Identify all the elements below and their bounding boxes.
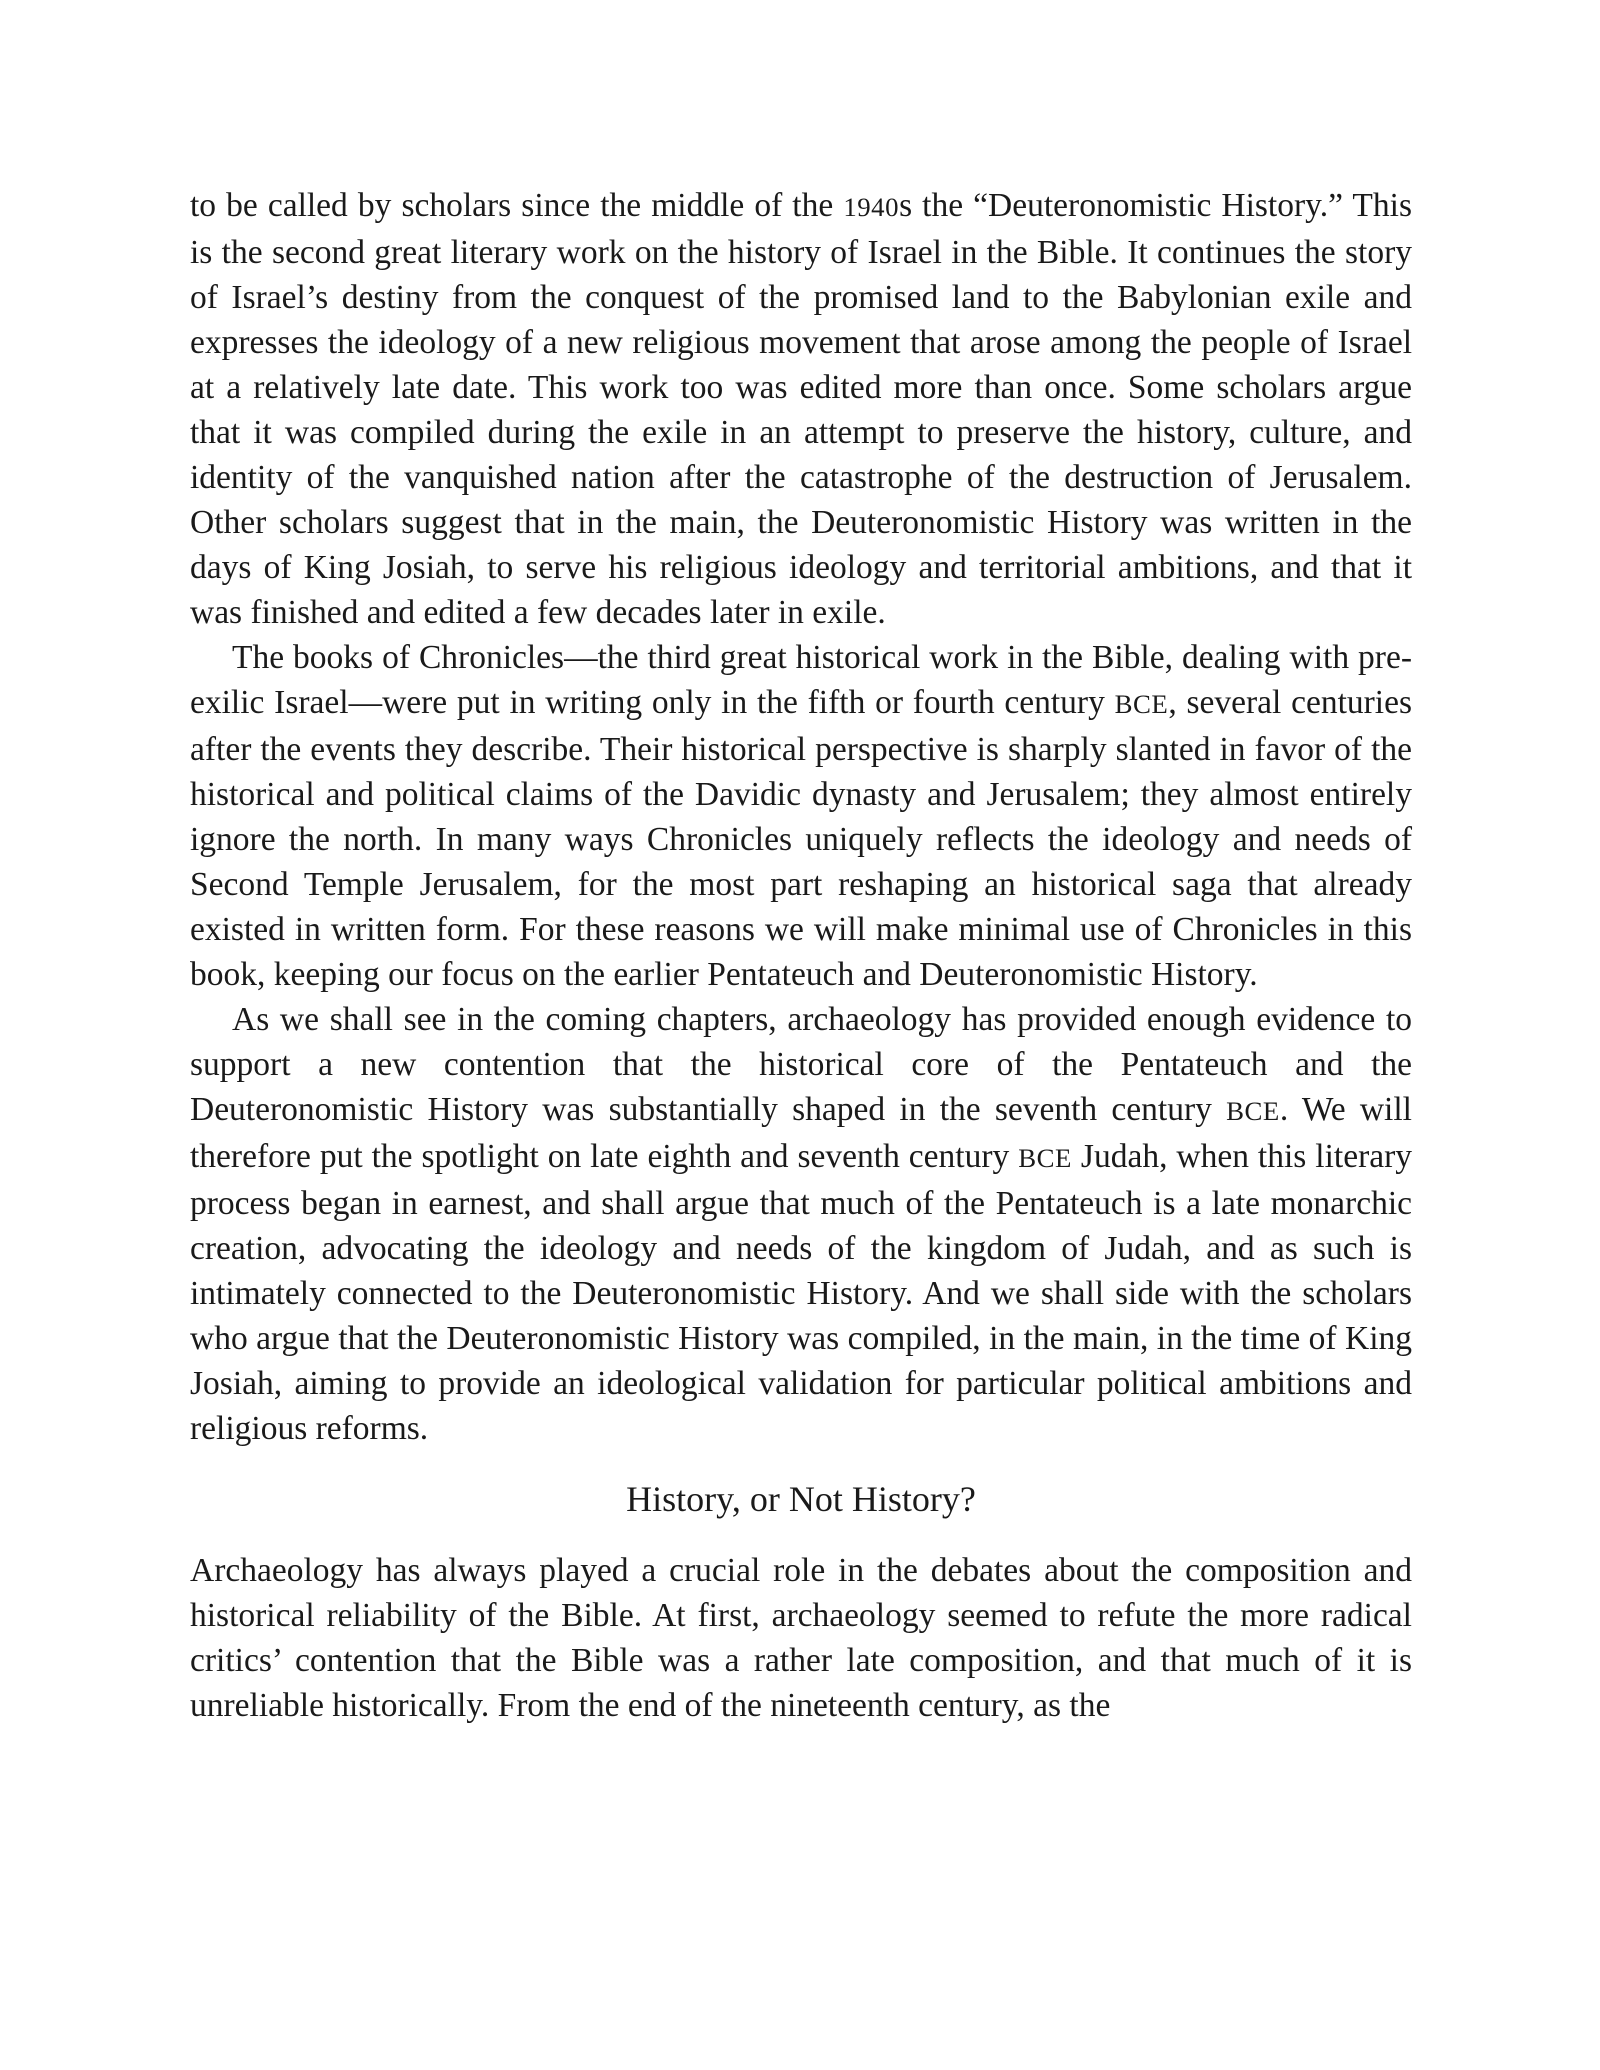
section-paragraph: Archaeology has always played a crucial role in the debates about the composition and historical reliability of the Bible. At first, archaeology seemed to refute the more radical critics’ contention that the Bible was a rather late composition, and that much of it is unreliable historically. From the end of the nineteenth century, as the xyxy=(190,1552,1412,1724)
paragraph-3-run-2: BCE xyxy=(1226,1096,1280,1126)
paragraph-2-run-2: BCE xyxy=(1114,689,1169,719)
paragraph-3-run-1: As we shall see in the coming chapters, archaeology has provided enough evidence to support a new contention that the historical core of the Pentateuch and the Deuteronomistic History was substantially shaped in the seventh century xyxy=(190,1001,1412,1128)
paragraph-2-run-3: , several centuries after the events they describe. Their historical perspective is sharply slanted in favor of the historical and political claims of the Davidic dynasty and Jerusalem; they almost entirely ignore the north. In many ways Chronicles uniquely reflects the ideology and needs of Second Temple Jerusalem, for the most part reshaping an historical saga that already existed in written form. For these reasons we will make minimal use of Chronicles in this book, keeping our focus on the earlier Pentateuch and Deuteronomistic History. xyxy=(190,684,1412,993)
paragraph-1-run-2: 1940 xyxy=(843,192,900,222)
page-body xyxy=(190,183,1412,1728)
paragraph-1-run-1: to be called by scholars since the middle of the xyxy=(190,187,844,224)
paragraph-2-run-1: The books of Chronicles—the third great historical work in the Bible, dealing with pre-exilic Israel—were put in writing only in the fifth or fourth century xyxy=(190,639,1412,721)
paragraph-3-run-5: Judah, when this literary process began in earnest, and shall argue that much of the Pentateuch is a late monarchic creation, advocating the ideology and needs of the kingdom of Judah, and as such is intimately connected to the Deuteronomistic History. And we shall side with the scholars who argue that the Deuteronomistic History was compiled, in the main, in the time of King Josiah, aiming to provide an ideological validation for particular political ambitions and religious reforms. xyxy=(190,1138,1413,1447)
paragraph-1-run-3: s the “Deuteronomistic History.” This is the second great literary work on the history of Israel in the Bible. It continues the story of Israel’s destiny from the conquest of the promised land to the Babylonian exile and expresses the ideology of a new religious movement that arose among the people of Israel at a relatively late date. This work too was edited more than once. Some scholars argue that it was compiled during the exile in an attempt to preserve the history, culture, and identity of the vanquished nation after the catastrophe of the destruction of Jerusalem. Other scholars suggest that in the main, the Deuteronomistic History was written in the days of King Josiah, to serve his religious ideology and territorial ambitions, and that it was finished and edited a few decades later in exile. xyxy=(190,187,1412,631)
paragraph-2 xyxy=(190,635,1412,997)
paragraph-3-run-4: BCE xyxy=(1018,1143,1072,1173)
section-heading: History, or Not History? xyxy=(626,1479,976,1519)
paragraph-3-run-3: . We will therefore put the spotlight on late eighth and seventh century xyxy=(190,1091,1412,1175)
paragraph-3 xyxy=(190,997,1412,1451)
paragraph-1 xyxy=(190,183,1412,635)
